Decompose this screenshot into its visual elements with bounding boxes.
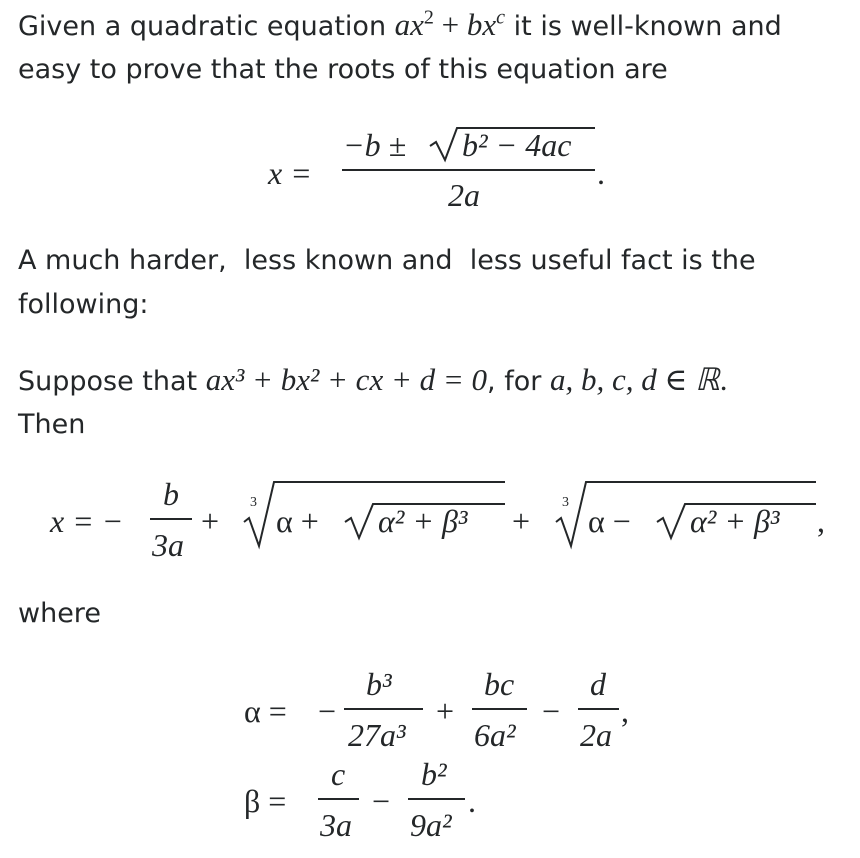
beta-f2-den: 9a² (410, 807, 452, 843)
quadratic-lhs: x = (268, 155, 312, 191)
alpha-f2-num: bc (484, 666, 515, 702)
radicand-1-start: α + (276, 503, 319, 539)
beta-minus: − (372, 783, 391, 819)
beta-f2-num: b² (421, 756, 447, 792)
beta-f1-den: 3a (320, 807, 352, 843)
cubic-equation: ax³ + bx² + cx + d = 0 (205, 362, 488, 397)
quadratic-numerator: −b ± (343, 127, 407, 163)
alpha-plus: + (436, 693, 455, 729)
alpha-f1-num: b³ (366, 666, 392, 702)
alpha-comma: , (621, 693, 629, 729)
cubic-plus-2: + (512, 503, 531, 539)
intro-text-before: Given a quadratic equation (18, 11, 387, 42)
quadratic-period: . (597, 155, 605, 191)
alpha-minus-2: − (542, 693, 561, 729)
alpha-f2-den: 6a² (474, 717, 516, 753)
cube-root-index-2: 3 (562, 495, 569, 510)
intro-line-2: easy to prove that the roots of this equation are (18, 54, 668, 85)
cube-root-index-1: 3 (250, 495, 257, 510)
alpha-f3-den: 2a (580, 717, 612, 753)
quadratic-term-b: $bx^c$ (466, 6, 506, 42)
where-label: where (18, 598, 101, 629)
para2-line-1: A much harder, less known and less useful fact is the (18, 245, 756, 276)
beta-f1-num: c (331, 756, 346, 792)
quadratic-denominator: 2a (448, 177, 480, 213)
alpha-f1-den: 27a³ (348, 717, 406, 753)
alpha-f3-num: d (590, 666, 606, 702)
alpha-minus: − (318, 693, 337, 729)
cubic-lhs: x = − (50, 503, 124, 539)
suppose-prefix: Suppose that (18, 366, 198, 397)
inner-radicand-2: α² + β³ (690, 503, 780, 539)
suppose-mid: , for (487, 366, 542, 397)
cubic-comma: , (817, 503, 825, 539)
suppose-line-2: Then (18, 409, 86, 440)
quadratic-radicand: b² − 4ac (462, 127, 572, 163)
cubic-plus-1: + (201, 503, 220, 539)
suppose-period: . (719, 362, 728, 397)
variables-in-reals: a, b, c, d ∈ ℝ (549, 362, 720, 397)
beta-period: . (468, 783, 476, 819)
radicand-2-start: α − (588, 503, 631, 539)
para2-line-2: following: (18, 289, 149, 320)
alpha-lhs: α = (244, 693, 287, 729)
inner-radicand-1: α² + β³ (378, 503, 468, 539)
intro-text-after: it is well-known and (513, 11, 782, 42)
cubic-frac-num: b (163, 476, 179, 512)
cubic-frac-den: 3a (152, 527, 184, 563)
plus-sign: + (433, 7, 467, 42)
beta-lhs: β = (244, 783, 287, 819)
quadratic-term-a: $ax^2$ (394, 6, 434, 42)
